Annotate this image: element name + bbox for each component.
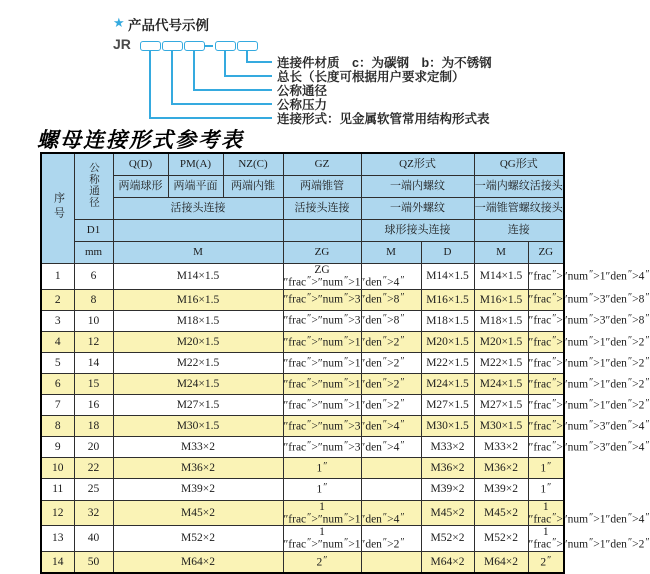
cell-qg-zg: 1 ″frac″>″num″>1″den″>4″: [528, 500, 650, 526]
header-gz-desc: 两端锥管: [283, 176, 361, 198]
header-qg-desc1: 一端内螺纹活接头: [474, 176, 564, 198]
cell-qg-zg: ″frac″>″num″>1″den″>2″: [528, 352, 564, 373]
cell-m: M24×1.5: [113, 374, 283, 395]
cell-m: M16×1.5: [113, 289, 283, 310]
cell-gz: 1″: [283, 479, 361, 500]
header-qz-d: D: [421, 242, 474, 264]
cell-qz-d: M39×2: [421, 479, 474, 500]
cell-gz: 1 ″frac″>″num″>1″ ″ ″: [283, 526, 405, 551]
cell-m: M18×1.5: [113, 310, 283, 331]
table-row: [41, 374, 564, 395]
header-gz-conn: 活接头连接: [283, 198, 361, 220]
cell-qg-m: M20×1.5: [474, 331, 528, 352]
header-union-conn: 活接头连接: [113, 198, 283, 220]
cell-qg-m: M22×1.5: [474, 352, 528, 373]
cell-gz: ″frac″>″num″>1″ ″ ″: [283, 331, 361, 352]
connector-line: [246, 61, 272, 63]
table-row: [41, 416, 564, 437]
cell-gz: 2″: [283, 551, 361, 573]
cell-no: 6: [41, 374, 74, 395]
cell-no: 4: [41, 331, 74, 352]
header-qg-zg: ZG: [528, 242, 564, 264]
cell-qg-m: M24×1.5: [474, 374, 528, 395]
connector-line: [149, 50, 151, 117]
cell-qz-d: M33×2: [421, 437, 474, 458]
cell-no: 2: [41, 289, 74, 310]
table-row: [41, 264, 564, 290]
cell-qg-zg: ″frac″>″num″>1″den″>4″: [528, 264, 564, 290]
connector-line: [171, 103, 272, 105]
cell-dn: 18: [74, 416, 113, 437]
cell-qg-m: M30×1.5: [474, 416, 528, 437]
cell-no: 5: [41, 352, 74, 373]
cell-qg-m: M18×1.5: [474, 310, 528, 331]
product-code-prefix: JR: [113, 36, 131, 52]
cell-qz-m: [361, 479, 421, 500]
cell-dn: 15: [74, 374, 113, 395]
cell-qg-zg: ″frac″>″num″>1″den″>2″: [528, 331, 564, 352]
cell-qg-m: M16×1.5: [474, 289, 528, 310]
connector-line: [171, 50, 173, 103]
cell-m: M64×2: [113, 551, 283, 573]
table-row: [41, 500, 564, 526]
header-gz-unit: ZG: [283, 242, 361, 264]
header-d1: D1: [74, 220, 113, 242]
header-nz-desc: 两端内锥: [223, 176, 283, 198]
connector-line: [193, 50, 195, 89]
cell-dn: 6: [74, 264, 113, 290]
cell-qg-m: M36×2: [474, 458, 528, 479]
cell-qg-zg: ″frac″>″num″>1″den″>2″: [528, 374, 564, 395]
table-row: [41, 458, 564, 479]
star-icon: ★: [113, 15, 125, 30]
cell-qg-zg: 2″: [528, 551, 564, 573]
cell-no: 11: [41, 479, 74, 500]
table-row: [41, 479, 564, 500]
cell-qg-zg: 1″: [528, 479, 564, 500]
cell-no: 9: [41, 437, 74, 458]
diagram-label-diameter: 公称通径: [277, 84, 328, 98]
cell-dn: 20: [74, 437, 113, 458]
cell-qz-d: M24×1.5: [421, 374, 474, 395]
cell-no: 12: [41, 500, 74, 526]
cell-no: 1: [41, 264, 74, 290]
cell-m: M45×2: [113, 500, 283, 526]
table-row: [41, 352, 564, 373]
header-qg-m: M: [474, 242, 528, 264]
table-row: [41, 331, 564, 352]
table-row: [41, 437, 564, 458]
cell-m: M39×2: [113, 479, 283, 500]
cell-dn: 22: [74, 458, 113, 479]
header-qz-desc2: 一端外螺纹: [361, 198, 474, 220]
cell-m: M14×1.5: [113, 264, 283, 290]
diagram-label-pressure: 公称压力: [277, 98, 328, 112]
connector-line: [224, 75, 272, 77]
cell-m: M33×2: [113, 437, 283, 458]
cell-qz-d: M20×1.5: [421, 331, 474, 352]
cell-qg-m: M64×2: [474, 551, 528, 573]
header-gz-empty: [283, 220, 361, 242]
cell-qg-zg: ″frac″>″num″>1″den″>2″: [528, 395, 564, 416]
diagram-title: 产品代号示例: [128, 18, 209, 33]
connector-line: [246, 50, 248, 61]
header-empty-cell: [113, 220, 283, 242]
cell-qz-d: M14×1.5: [421, 264, 474, 290]
cell-qg-m: M27×1.5: [474, 395, 528, 416]
cell-gz: ZG ″frac″>″num″>1″ ″ ″: [283, 264, 405, 289]
header-qz: QZ形式: [361, 153, 474, 176]
header-qz-m: M: [361, 242, 421, 264]
table-body: [41, 264, 650, 573]
table-row: [41, 310, 564, 331]
cell-m: M30×1.5: [113, 416, 283, 437]
header-seq: 序号: [41, 153, 74, 264]
cell-no: 7: [41, 395, 74, 416]
diagram-label-material: 连接件材质 c：为碳钢 b：为不锈钢: [277, 56, 492, 70]
cell-m: M36×2: [113, 458, 283, 479]
header-pm: PM(A): [168, 153, 223, 176]
connector-line: [193, 89, 272, 91]
header-m-span: M: [113, 242, 283, 264]
table-row: [41, 526, 564, 552]
table-row: [41, 395, 564, 416]
header-dn: 公称通径: [74, 153, 113, 220]
cell-no: 3: [41, 310, 74, 331]
cell-gz: ″frac″>″num″>3″ ″ ″: [283, 437, 361, 458]
cell-m: M22×1.5: [113, 352, 283, 373]
cell-dn: 32: [74, 500, 113, 526]
header-q-desc: 两端球形: [113, 176, 168, 198]
cell-qg-zg: ″frac″>″num″>3″den″>8″: [528, 310, 564, 331]
header-qz-conn: 球形接头连接: [361, 220, 474, 242]
table-title: 螺母连接形式参考表: [37, 128, 244, 152]
cell-qz-m: [361, 458, 421, 479]
cell-gz: 1 ″frac″>″num″>1″ ″ ″: [283, 500, 405, 526]
cell-gz: ″frac″>″num″>3″ ″ ″: [283, 416, 361, 437]
cell-gz: ″frac″>″num″>1″ ″ ″: [283, 395, 361, 416]
cell-dn: 25: [74, 479, 113, 500]
header-q: Q(D): [113, 153, 168, 176]
cell-qz-d: M30×1.5: [421, 416, 474, 437]
cell-gz: ″frac″>″num″>3″ ″ ″: [283, 289, 361, 310]
table-header: [41, 153, 564, 264]
connector-line: [224, 50, 226, 75]
cell-qg-zg: ″frac″>″num″>3″den″>4″: [528, 437, 564, 458]
connector-line: [149, 117, 272, 119]
cell-qz-d: M16×1.5: [421, 289, 474, 310]
cell-dn: 12: [74, 331, 113, 352]
table-row: [41, 289, 564, 310]
header-mm: mm: [74, 242, 113, 264]
cell-dn: 8: [74, 289, 113, 310]
cell-qg-zg: 1″: [528, 458, 564, 479]
table-row: [41, 551, 564, 573]
cell-gz: 1″: [283, 458, 361, 479]
cell-m: M20×1.5: [113, 331, 283, 352]
cell-no: 14: [41, 551, 74, 573]
header-qg: QG形式: [474, 153, 564, 176]
cell-qz-d: M18×1.5: [421, 310, 474, 331]
cell-dn: 16: [74, 395, 113, 416]
cell-qg-zg: 1 ″frac″>″num″>1″den″>2″: [528, 526, 650, 551]
diagram-label-connection: 连接形式：见金属软管常用结构形式表: [277, 112, 490, 126]
cell-qg-zg: ″frac″>″num″>3″den″>4″: [528, 416, 564, 437]
diagram-label-length: 总长（长度可根据用户要求定制）: [277, 70, 465, 84]
cell-qg-m: M33×2: [474, 437, 528, 458]
header-gz: GZ: [283, 153, 361, 176]
cell-qz-m: [361, 551, 421, 573]
cell-dn: 50: [74, 551, 113, 573]
cell-gz: ″frac″>″num″>1″ ″ ″: [283, 374, 361, 395]
cell-qz-d: M22×1.5: [421, 352, 474, 373]
header-qg-conn: 连接: [474, 220, 564, 242]
cell-dn: 10: [74, 310, 113, 331]
header-qg-desc2: 一端锥管螺纹接头: [474, 198, 564, 220]
cell-no: 13: [41, 526, 74, 552]
cell-qg-zg: ″frac″>″num″>3″den″>8″: [528, 289, 564, 310]
cell-qz-d: M64×2: [421, 551, 474, 573]
cell-qg-m: M52×2: [474, 526, 528, 552]
cell-dn: 14: [74, 352, 113, 373]
header-nz: NZ(C): [223, 153, 283, 176]
cell-qz-d: M52×2: [421, 526, 474, 552]
cell-m: M27×1.5: [113, 395, 283, 416]
cell-qg-m: M45×2: [474, 500, 528, 526]
cell-gz: ″frac″>″num″>1″ ″ ″: [283, 352, 361, 373]
cell-qz-d: M45×2: [421, 500, 474, 526]
cell-m: M52×2: [113, 526, 283, 552]
nut-connection-table: [40, 152, 650, 574]
cell-qz-d: M36×2: [421, 458, 474, 479]
cell-no: 10: [41, 458, 74, 479]
header-qz-desc1: 一端内螺纹: [361, 176, 474, 198]
code-dash: [205, 45, 213, 47]
cell-dn: 40: [74, 526, 113, 552]
cell-qg-m: M14×1.5: [474, 264, 528, 290]
cell-gz: ″frac″>″num″>3″ ″ ″: [283, 310, 361, 331]
header-pm-desc: 两端平面: [168, 176, 223, 198]
cell-no: 8: [41, 416, 74, 437]
cell-qz-d: M27×1.5: [421, 395, 474, 416]
cell-qg-m: M39×2: [474, 479, 528, 500]
